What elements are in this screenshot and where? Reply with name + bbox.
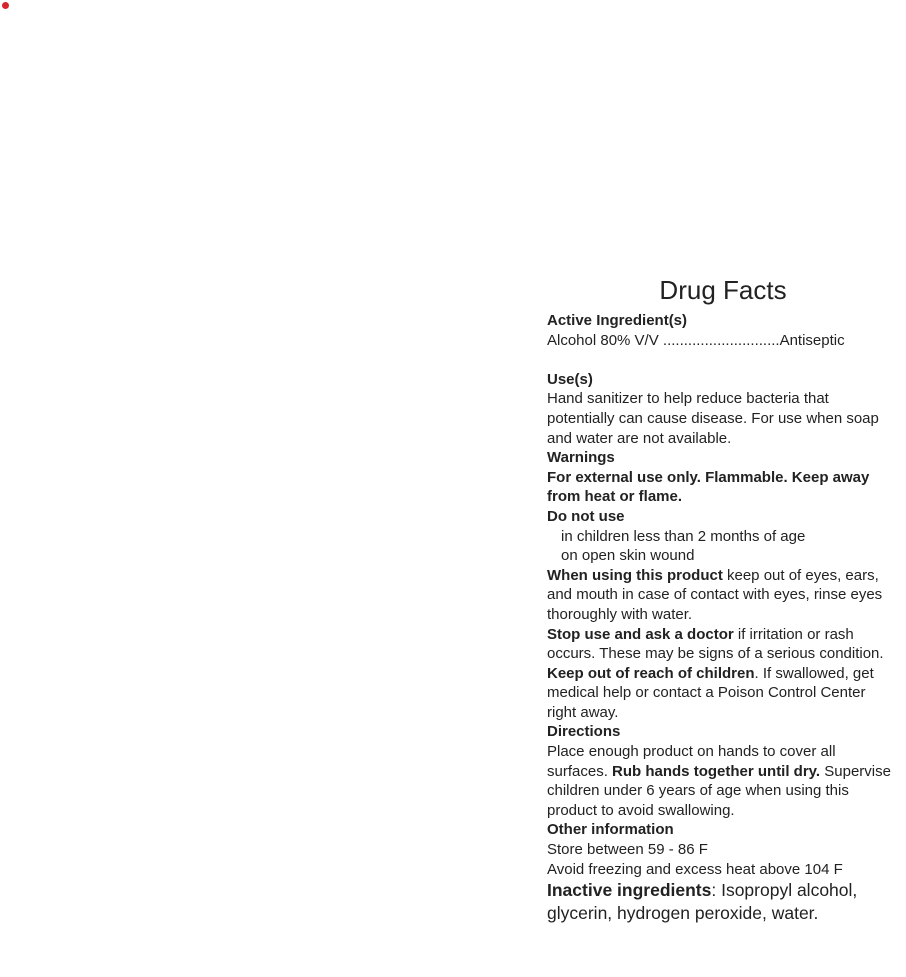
- spacer: [547, 350, 897, 370]
- active-ingredient-heading: Active Ingredient(s): [547, 312, 688, 329]
- when-using-lead: When using this product: [547, 566, 723, 584]
- uses-heading: Use(s): [547, 370, 593, 388]
- stop-use-lead: Stop use and ask a doctor: [547, 625, 734, 643]
- inactive-text: : Isopropyl alcohol, glycerin, hydrogen peroxide, water.: [547, 880, 858, 924]
- inactive-paragraph: [547, 879, 897, 925]
- do-not-use-item: on open skin wound: [561, 547, 695, 565]
- directions-text-after: Supervise children under 6 years of age when using this product to avoid swallowing.: [547, 762, 891, 819]
- keep-out-paragraph: [547, 664, 897, 723]
- inactive-lead: Inactive ingredients: [547, 880, 712, 901]
- warnings-text: For external use only. Flammable. Keep away from heat or flame.: [547, 468, 870, 506]
- drug-facts-title: Drug Facts: [659, 275, 787, 305]
- when-using-text: keep out of eyes, ears, and mouth in case of contact with eyes, rinse eyes thoroughly with water.: [547, 566, 883, 623]
- drug-facts-panel: [547, 275, 897, 925]
- active-ingredient-line: Alcohol 80% V/V ............................Antiseptic: [547, 331, 845, 349]
- directions-bold: Rub hands together until dry.: [612, 762, 821, 780]
- do-not-use-heading: Do not use: [547, 507, 625, 525]
- other-info-heading: Other information: [547, 821, 674, 839]
- directions-heading: Directions: [547, 723, 621, 741]
- stop-use-text: if irritation or rash occurs. These may be signs of a serious condition.: [547, 625, 884, 663]
- when-using-paragraph: [547, 566, 897, 625]
- uses-text: Hand sanitizer to help reduce bacteria that potentially can cause disease. For use when soap and water are not available.: [547, 390, 879, 447]
- other-info-line: Avoid freezing and excess heat above 104 F: [547, 860, 843, 878]
- directions-text: [547, 742, 897, 820]
- keep-out-text: . If swallowed, get medical help or contact a Poison Control Center right away.: [547, 664, 874, 721]
- keep-out-lead: Keep out of reach of children: [547, 664, 755, 682]
- do-not-use-item: in children less than 2 months of age: [561, 527, 806, 545]
- warnings-heading: Warnings: [547, 449, 615, 467]
- red-marker-dot: [2, 2, 9, 9]
- directions-text-before: Place enough product on hands to cover all surfaces.: [547, 743, 836, 780]
- other-info-line: Store between 59 - 86 F: [547, 841, 708, 859]
- stop-use-paragraph: [547, 625, 897, 664]
